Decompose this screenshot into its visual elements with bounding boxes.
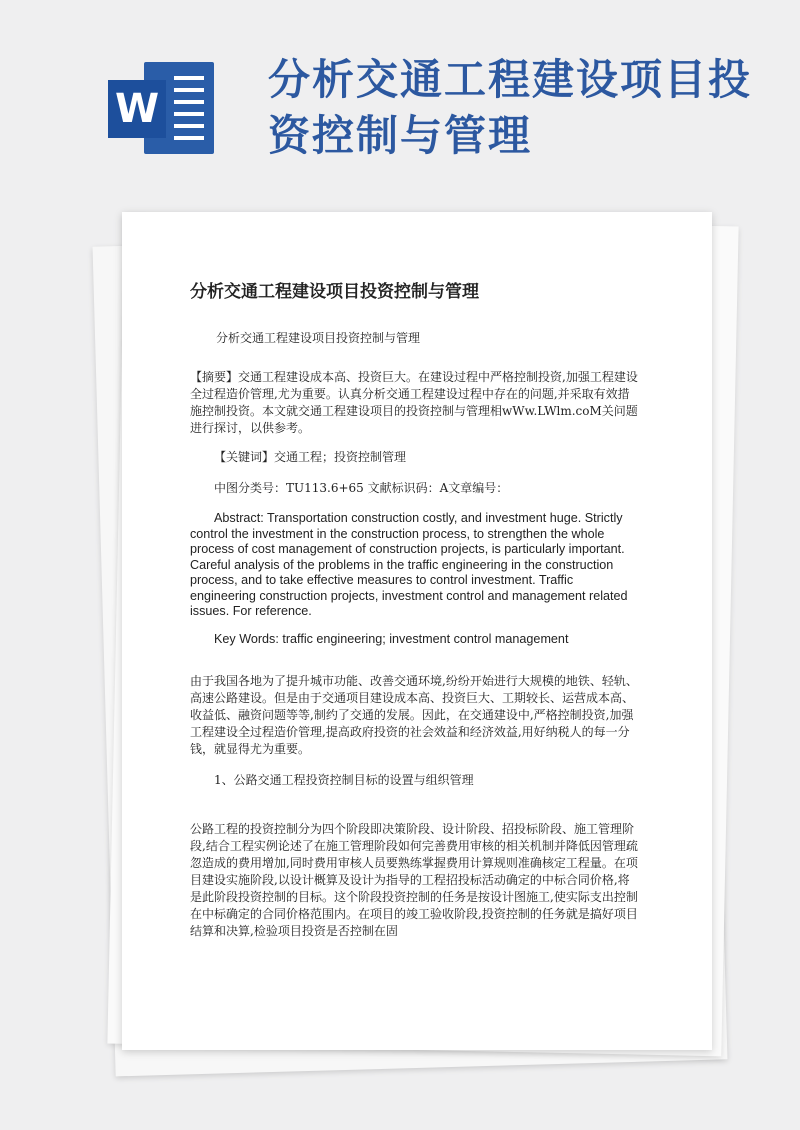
document-page (122, 212, 712, 1050)
word-document-icon (108, 62, 218, 154)
word-letter-badge: W (108, 80, 166, 138)
classification-line: 中图分类号：TU113.6+65 文献标识码：A文章编号： (214, 481, 509, 495)
abstract-chinese: 【摘要】交通工程建设成本高、投资巨大。在建设过程中严格控制投资,加强工程建设全过程造价管理,尤为重要。认真分析交通工程建设过程中存在的问题,并采取有效措施控制投资。本文就交通工程建设项目的投资控制与管理相wWw.LWlm.coM关问题进行探讨，以供参考。 (190, 370, 638, 435)
document-title: 分析交通工程建设项目投资控制与管理 (190, 282, 479, 302)
abstract-english: Abstract: Transportation construction costly, and investment huge. Strictly control the investment in the construction process, to strengthen the whole process of cost management of construction projects, is particularly important. Careful analysis of the problems in the traffic engineering in the construction process, and to take effective measures to control investment. Traffic engineering construction projects, investment control and management related issues. For reference. (190, 511, 628, 618)
keywords-chinese: 【关键词】交通工程；投资控制管理 (214, 450, 407, 464)
banner (0, 0, 800, 200)
banner-title: 分析交通工程建设项目投资控制与管理 (268, 55, 753, 160)
body-paragraph: 由于我国各地为了提升城市功能、改善交通环境,纷纷开始进行大规模的地铁、轻轨、高速公路建设。但是由于交通项目建设成本高、投资巨大、工期较长、运营成本高、收益低、融资问题等等,制约了交通的发展。因此，在交通建设中,严格控制投资,加强工程建设全过程造价管理,提高政府投资的社会效益和经济效益,用好纳税人的每一分钱，就显得尤为重要。 (190, 674, 638, 756)
section-heading: 1、公路交通工程投资控制目标的设置与组织管理 (214, 773, 474, 787)
keywords-english: Key Words: traffic engineering; investment control management (214, 631, 569, 646)
body-paragraph: 公路工程的投资控制分为四个阶段即决策阶段、设计阶段、招投标阶段、施工管理阶段,结合工程实例论述了在施工管理阶段如何完善费用审核的相关机制并降低因管理疏忽造成的费用增加,同时费用审核人员要熟练掌握费用计算规则准确核定工程量。在项目建设实施阶段,以设计概算及设计为指导的工程招投标活动确定的中标合同价格,将是此阶段投资控制的目标。这个阶段投资控制的任务是按设计图施工,使实际支出控制在中标确定的合同价格范围内。在项目的竣工验收阶段,投资控制的任务就是搞好项目结算和决算,检验项目投资是否控制在固 (190, 822, 638, 938)
document-subtitle: 分析交通工程建设项目投资控制与管理 (216, 331, 421, 345)
page-content (190, 280, 638, 940)
